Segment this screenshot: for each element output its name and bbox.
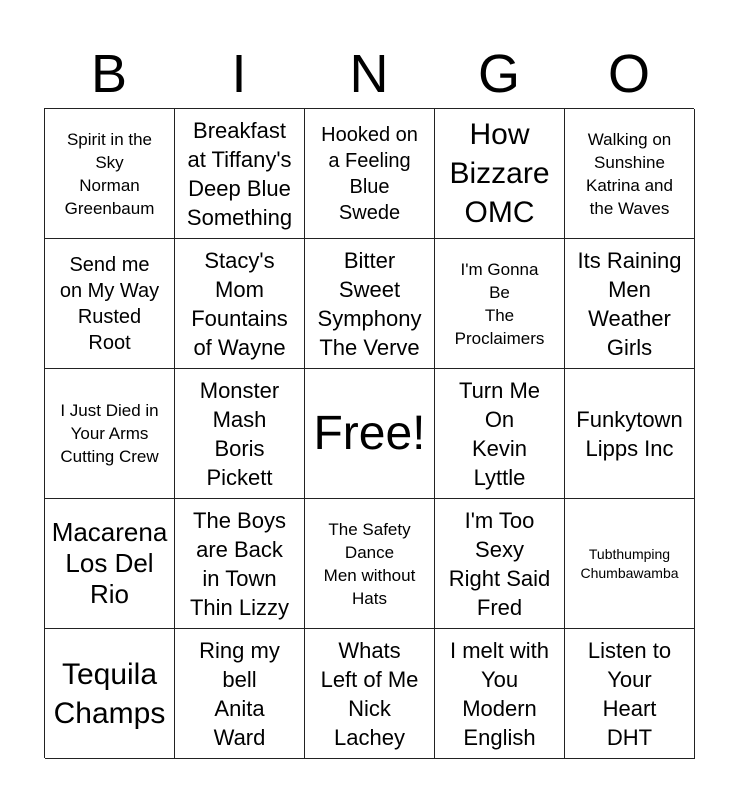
cell-line: Lipps Inc (585, 435, 674, 461)
cell-line: Thin Lizzy (189, 594, 290, 620)
cell-line: Men without (323, 565, 416, 585)
bingo-cell-r2-c1[interactable] (175, 369, 305, 499)
cell-line: I'm Gonna (460, 259, 539, 279)
cell-line: Mom (215, 276, 264, 302)
cell-line: Monster (199, 377, 280, 403)
cell-line: Rusted (77, 305, 142, 328)
cell-line: Boris (214, 435, 265, 461)
cell-line: Fountains (191, 305, 288, 331)
cell-line: Root (88, 331, 131, 354)
cell-line: I Just Died in (60, 401, 159, 420)
cell-line: Blue (349, 175, 390, 198)
cell-line: You (480, 666, 519, 692)
cell-line: The Boys (193, 507, 286, 533)
bingo-cell-r3-c0[interactable] (45, 499, 175, 629)
bingo-cell-r0-c4[interactable] (565, 109, 695, 239)
header-letter-b: B (90, 44, 128, 104)
cell-line: Greenbaum (64, 198, 155, 218)
bingo-cell-r2-c0[interactable] (45, 369, 175, 499)
cell-line: Bizzare (449, 157, 550, 190)
cell-line: Funkytown (576, 406, 683, 432)
cell-line: Ward (213, 724, 266, 750)
header-letter-i: I (231, 44, 247, 104)
cell-line: Hooked on (321, 123, 418, 146)
cell-line: the Waves (589, 198, 670, 218)
cell-line: Sky (95, 152, 124, 172)
cell-line: Tubthumping (588, 545, 671, 562)
cell-line: Heart (602, 695, 657, 721)
cell-line: Lyttle (473, 464, 526, 490)
cell-line: Fred (476, 594, 523, 620)
cell-line: Anita (214, 695, 265, 721)
cell-line: Be (489, 282, 510, 302)
bingo-header (44, 40, 694, 108)
cell-line: Spirit in the (66, 129, 153, 149)
cell-line: Katrina and (586, 175, 673, 195)
bingo-cell-r1-c0[interactable] (45, 239, 175, 369)
bingo-cell-r3-c4[interactable] (565, 499, 695, 629)
cell-line: Whats (338, 637, 401, 663)
cell-line: Turn Me (458, 377, 541, 403)
cell-line: Dance (344, 542, 395, 562)
cell-line: Norman (79, 175, 140, 195)
cell-line: Walking on (587, 129, 672, 149)
bingo-cell-r1-c3[interactable] (435, 239, 565, 369)
cell-line: Los Del (65, 548, 154, 578)
bingo-cell-r3-c2[interactable] (305, 499, 435, 629)
cell-line: Left of Me (320, 666, 419, 692)
cell-line: Sexy (475, 536, 524, 562)
cell-line: The (484, 305, 515, 325)
bingo-cell-r2-c4[interactable] (565, 369, 695, 499)
bingo-cell-r2-c3[interactable] (435, 369, 565, 499)
cell-line: Proclaimers (454, 328, 545, 348)
cell-line: Ring my (199, 637, 280, 663)
cell-line: Nick (348, 695, 391, 721)
cell-line: How (469, 118, 530, 151)
cell-line: a Feeling (328, 149, 411, 172)
cell-line: On (484, 406, 515, 432)
cell-line: Chumbawamba (580, 564, 679, 581)
bingo-cell-r4-c2[interactable] (305, 629, 435, 759)
cell-line: Breakfast (193, 117, 286, 143)
cell-line: Send me (69, 253, 150, 276)
cell-line: Sunshine (594, 152, 665, 172)
cell-line: Weather (588, 305, 671, 331)
bingo-cell-r1-c2[interactable] (305, 239, 435, 369)
bingo-cell-r1-c1[interactable] (175, 239, 305, 369)
cell-line: Girls (606, 334, 653, 360)
cell-line: Your Arms (70, 424, 149, 443)
cell-line: Sweet (338, 276, 401, 302)
header-letter-o: O (607, 44, 650, 104)
cell-line: Mash (212, 406, 267, 432)
cell-line: Bitter (343, 247, 396, 273)
cell-line: Men (608, 276, 651, 302)
cell-line: Right Said (448, 565, 551, 591)
bingo-cell-r0-c1[interactable] (175, 109, 305, 239)
cell-line: English (463, 724, 536, 750)
bingo-cell-r3-c1[interactable] (175, 499, 305, 629)
cell-line: Listen to (587, 637, 672, 663)
cell-line: Something (186, 204, 293, 230)
cell-line: Macarena (51, 517, 168, 547)
cell-line: Stacy's (204, 247, 275, 273)
cell-line: at Tiffany's (187, 146, 292, 172)
cell-line: Swede (338, 201, 401, 224)
bingo-cell-free[interactable] (305, 369, 435, 499)
cell-line: Lachey (334, 724, 405, 750)
header-letter-n: N (349, 44, 389, 104)
cell-line: Kevin (471, 435, 528, 461)
cell-line: Rio (89, 579, 129, 609)
cell-line: are Back (196, 536, 283, 562)
cell-line: Champs (53, 696, 166, 730)
bingo-cell-r4-c3[interactable] (435, 629, 565, 759)
cell-line: Tequila (61, 657, 158, 691)
bingo-cell-r4-c1[interactable] (175, 629, 305, 759)
cell-line: Your (607, 666, 652, 692)
bingo-cell-r1-c4[interactable] (565, 239, 695, 369)
cell-line: Deep Blue (188, 175, 291, 201)
cell-line: I'm Too (464, 507, 535, 533)
cell-line: I melt with (449, 637, 550, 663)
cell-line: Pickett (206, 464, 273, 490)
cell-line: Hats (352, 588, 387, 608)
bingo-board (44, 108, 694, 758)
bingo-cell-r3-c3[interactable] (435, 499, 565, 629)
bingo-cell-r0-c3[interactable] (435, 109, 565, 239)
cell-line: in Town (202, 565, 277, 591)
header-letter-g: G (477, 44, 520, 104)
free-space-label: Free! (313, 406, 426, 460)
cell-line: of Wayne (193, 334, 286, 360)
cell-line: bell (222, 666, 257, 692)
bingo-cell-r0-c2[interactable] (305, 109, 435, 239)
bingo-cell-r4-c0[interactable] (45, 629, 175, 759)
cell-line: Modern (462, 695, 537, 721)
bingo-cell-r0-c0[interactable] (45, 109, 175, 239)
cell-line: DHT (606, 724, 653, 750)
cell-line: The Verve (319, 334, 420, 360)
cell-line: OMC (464, 196, 535, 229)
cell-line: Cutting Crew (60, 447, 159, 466)
cell-line: Its Raining (577, 247, 682, 273)
cell-line: on My Way (59, 279, 160, 302)
cell-line: The Safety (328, 519, 411, 539)
cell-line: Symphony (317, 305, 422, 331)
bingo-cell-r4-c4[interactable] (565, 629, 695, 759)
